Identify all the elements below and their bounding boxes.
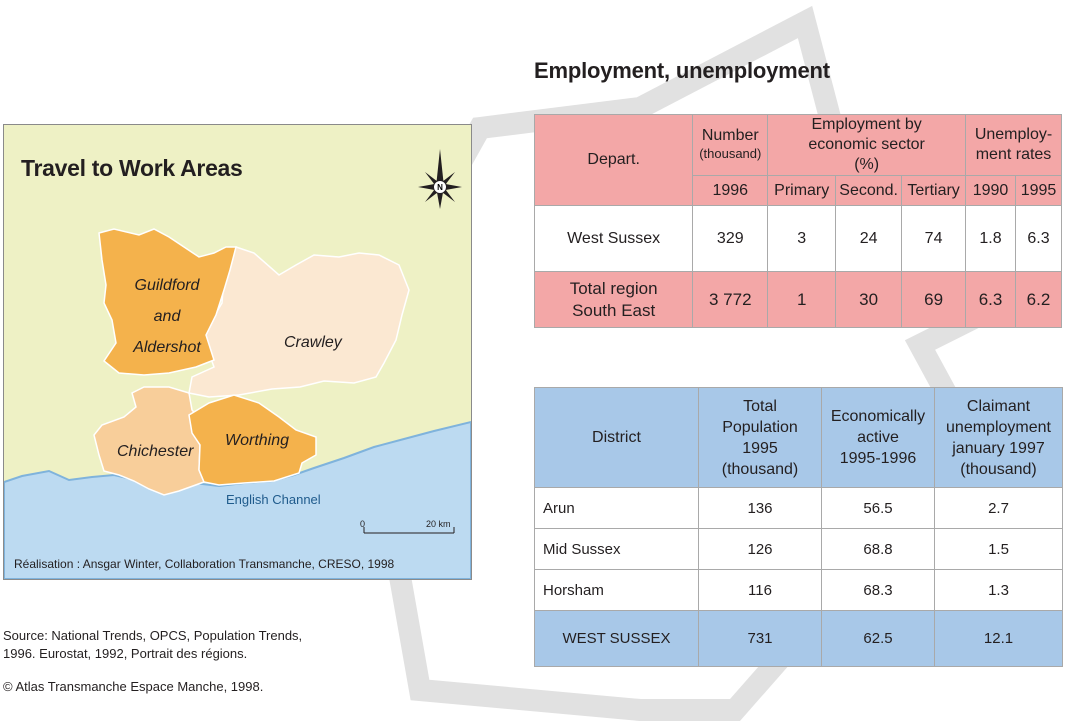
header-second: Second.: [836, 176, 902, 206]
table-row: [535, 570, 1063, 611]
district-table: [534, 387, 1063, 667]
header-1990: 1990: [966, 176, 1016, 206]
employment-table: [534, 114, 1062, 328]
north-letter: N: [437, 183, 443, 192]
north-arrow-icon: [418, 149, 462, 209]
map-credit: Réalisation : Ansgar Winter, Collaboration Transmanche, CRESO, 1998: [14, 557, 395, 571]
area-label-guildford-aldershot: Guildford and Aldershot: [133, 277, 201, 356]
row-1990: 6.3: [966, 272, 1016, 328]
scale-end-label: 20 km: [426, 519, 451, 529]
header-primary: Primary: [768, 176, 836, 206]
table-row: [535, 206, 1062, 272]
row-1995: 6.2: [1015, 272, 1061, 328]
row-population: 126: [699, 529, 822, 570]
row-tertiary: 74: [902, 206, 966, 272]
row-claimant: 12.1: [935, 611, 1063, 667]
header-district: District: [535, 388, 699, 488]
row-number: 3 772: [693, 272, 768, 328]
scale-start-label: 0: [360, 519, 366, 529]
header-depart: Depart.: [535, 115, 693, 206]
row-number: 329: [693, 206, 768, 272]
sea-label-english-channel: English Channel: [226, 492, 321, 507]
row-tertiary: 69: [902, 272, 966, 328]
employment-title: Employment, unemployment: [534, 58, 830, 83]
row-active: 68.8: [822, 529, 935, 570]
table-row-total: [535, 611, 1063, 667]
row-population: 731: [699, 611, 822, 667]
row-second: 24: [836, 206, 902, 272]
header-claimant: Claimant unemployment january 1997 (thousand): [935, 388, 1063, 488]
row-active: 68.3: [822, 570, 935, 611]
table-row: [535, 529, 1063, 570]
row-depart: Total region South East: [535, 272, 693, 328]
header-population: Total Population 1995 (thousand): [699, 388, 822, 488]
header-tertiary: Tertiary: [902, 176, 966, 206]
row-district: Horsham: [535, 570, 699, 611]
header-1995: 1995: [1015, 176, 1061, 206]
header-year-1996: 1996: [693, 176, 768, 206]
map-panel: [3, 124, 472, 580]
row-district: Mid Sussex: [535, 529, 699, 570]
header-sector: Employment by economic sector (%): [768, 115, 966, 176]
row-district: Arun: [535, 488, 699, 529]
row-population: 116: [699, 570, 822, 611]
header-unemployment: Unemploy-ment rates: [966, 115, 1062, 176]
row-primary: 3: [768, 206, 836, 272]
area-label-worthing: Worthing: [225, 432, 290, 449]
area-label-chichester: Chichester: [117, 443, 194, 460]
employment-header-row: [535, 115, 1062, 176]
source-note: Source: National Trends, OPCS, Population Trends, 1996. Eurostat, 1992, Portrait des régions.: [3, 628, 303, 661]
map-title: Travel to Work Areas: [21, 155, 243, 181]
row-district: WEST SUSSEX: [535, 611, 699, 667]
row-claimant: 1.3: [935, 570, 1063, 611]
district-header-row: [535, 388, 1063, 488]
header-number: Number (thousand): [693, 115, 768, 176]
table-row: [535, 488, 1063, 529]
row-population: 136: [699, 488, 822, 529]
row-claimant: 2.7: [935, 488, 1063, 529]
row-primary: 1: [768, 272, 836, 328]
row-second: 30: [836, 272, 902, 328]
row-depart: West Sussex: [535, 206, 693, 272]
row-active: 62.5: [822, 611, 935, 667]
copyright-note: © Atlas Transmanche Espace Manche, 1998.: [3, 679, 264, 694]
row-claimant: 1.5: [935, 529, 1063, 570]
area-label-crawley: Crawley: [284, 334, 342, 351]
row-1995: 6.3: [1015, 206, 1061, 272]
map-graphic: [4, 125, 471, 579]
row-active: 56.5: [822, 488, 935, 529]
table-row-total: [535, 272, 1062, 328]
row-1990: 1.8: [966, 206, 1016, 272]
header-active: Economically active 1995-1996: [822, 388, 935, 488]
